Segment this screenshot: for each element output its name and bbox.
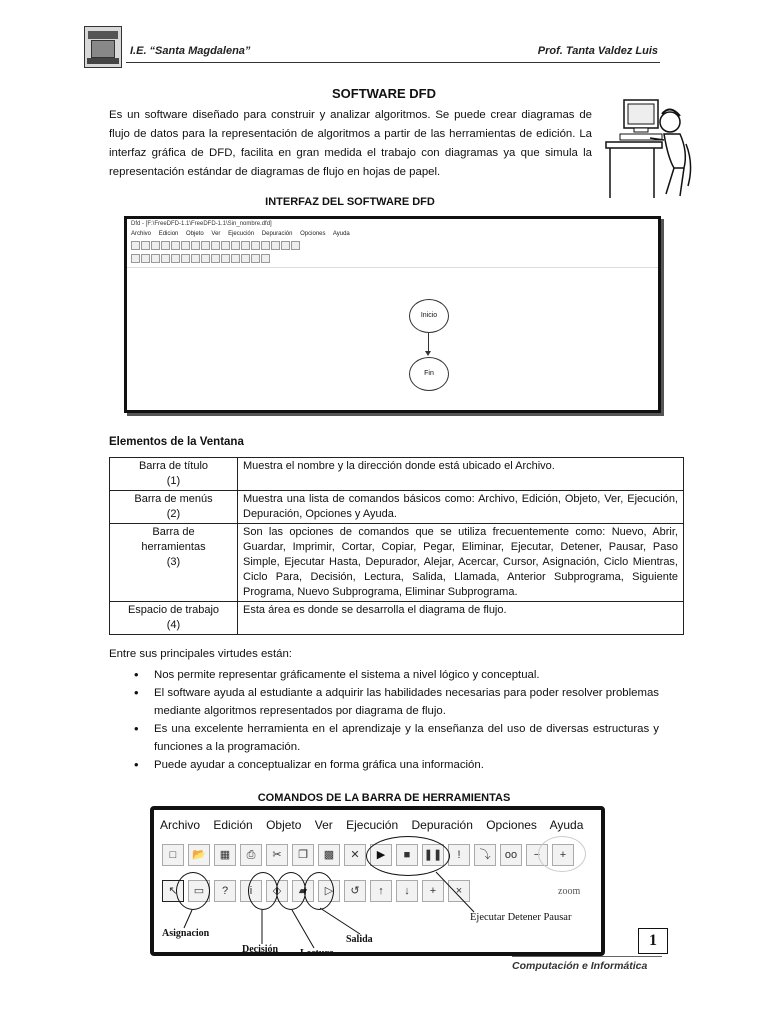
prev-subprogram-icon: ↑ (370, 880, 392, 902)
virtues-list (154, 666, 659, 774)
stop-icon: ■ (396, 844, 418, 866)
read-label: Lectura (300, 948, 334, 959)
table-row (110, 524, 684, 602)
footer-text: Computación e Informática (512, 960, 648, 972)
element-number: (1) (166, 475, 181, 487)
for-loop-icon: i (240, 880, 262, 902)
cut-icon: ✂ (266, 844, 288, 866)
school-logo (84, 26, 122, 68)
run-icon: ▶ (370, 844, 392, 866)
window-toolbar-shapes (131, 254, 271, 264)
menu-item: Ayuda (549, 818, 584, 832)
run-to-icon: ⤵ (474, 844, 496, 866)
assignment-label: Asignacion (162, 928, 210, 939)
menu-item: Depuración (411, 818, 473, 832)
footer-divider (512, 956, 662, 957)
step-icon: ! (448, 844, 470, 866)
header-divider (126, 62, 660, 63)
window-title: Dfd - [F:\FreeDFD-1.1\FreeDFD-1.1\Sin_nombre.dfd] (131, 221, 272, 227)
call-icon: ↺ (344, 880, 366, 902)
zoom-label: zoom (558, 886, 581, 897)
next-subprogram-icon: ↓ (396, 880, 418, 902)
window-toolbar-top (131, 241, 341, 251)
save-icon: ▦ (214, 844, 236, 866)
zoom-in-icon: + (552, 844, 574, 866)
menu-item: Ejecución (346, 818, 399, 832)
print-icon: ⎙ (240, 844, 262, 866)
read-icon: ▰ (292, 880, 314, 902)
flow-arrow (428, 333, 429, 353)
menu-item: Edición (213, 818, 253, 832)
pause-icon: ❚❚ (422, 844, 444, 866)
page-title: SOFTWARE DFD (332, 86, 436, 101)
table-row (110, 491, 684, 524)
elements-heading: Elementos de la Ventana (109, 436, 244, 448)
debugger-icon: oo (500, 844, 522, 866)
dfd-window-screenshot (124, 216, 661, 413)
menu-item: Ejecución (228, 231, 255, 237)
while-loop-icon: ? (214, 880, 236, 902)
new-subprogram-icon: + (422, 880, 444, 902)
virtues-intro: Entre sus principales virtudes están: (109, 648, 292, 660)
menu-item: Archivo (131, 231, 152, 237)
decision-label: Decisión (242, 944, 279, 955)
callout-lines (154, 810, 601, 952)
element-description: Muestra el nombre y la dirección donde está ubicado el Archivo. (238, 458, 684, 491)
element-number: (4) (166, 619, 181, 631)
output-label: Salida (346, 934, 373, 945)
menu-item: Objeto (186, 231, 204, 237)
element-number: (2) (166, 508, 181, 520)
list-item: • El software ayuda al estudiante a adquirir las habilidades necesarias para poder resolver problemas mediante algoritmos representados por diagrama de flujo. (154, 684, 659, 720)
menu-item: Objeto (266, 818, 302, 832)
decision-icon: ◇ (266, 880, 288, 902)
menu-item: Opciones (486, 818, 537, 832)
list-item: • Es una excelente herramienta en el aprendizaje y la enseñanza del uso de diversas estructuras y funciones a la programación. (154, 720, 659, 756)
cursor-icon: ↖ (162, 880, 184, 902)
open-folder-icon: 📂 (188, 844, 210, 866)
element-description: Muestra una lista de comandos básicos como: Archivo, Edición, Objeto, Ver, Ejecución, Depuración, Opciones y Ayuda. (238, 491, 684, 524)
element-name: Espacio de trabajo (127, 604, 220, 616)
new-file-icon: □ (162, 844, 184, 866)
element-name: Barra de menús (134, 493, 213, 505)
element-description: Esta área es donde se desarrolla el diagrama de flujo. (238, 602, 684, 635)
menu-item: Ayuda (332, 231, 350, 237)
delete-subprogram-icon: × (448, 880, 470, 902)
list-item: • Puede ayudar a conceptualizar en forma gráfica una información. (154, 756, 659, 774)
menu-item: Edicion (158, 231, 179, 237)
list-item: • Nos permite representar gráficamente el sistema a nivel lógico y conceptual. (154, 666, 659, 684)
start-node: Inicio (409, 299, 449, 333)
table-row (110, 602, 684, 635)
menu-item: Opciones (300, 231, 326, 237)
element-number: (3) (166, 556, 181, 568)
element-description: Son las opciones de comandos que se utiliza frecuentemente como: Nuevo, Abrir, Guardar, Imprimir, Cortar, Copiar, Pegar, Eliminar, Ejecutar, Detener, Pausar, Paso Simple, Ejecutar Hasta, Depurador, Alejar, Acercar, Cursor, Asignación, Ciclo Mientras, Ciclo Para, Decisión, Lectura, Salida, Llamada, Anterior Subprograma, Siguiente Programa, Nuevo Subprograma, Eliminar Subprograma. (238, 524, 684, 602)
output-icon: ▷ (318, 880, 340, 902)
menu-item: Depuración (261, 231, 293, 237)
element-name: Barra de título (138, 460, 209, 472)
window-menu-bar (131, 231, 356, 237)
intro-paragraph: Es un software diseñado para construir y analizar algoritmos. Se puede crear diagramas de flujo de datos para la representación de algoritmos a partir de las herramientas de edición. La interfaz gráfica de DFD, facilita en gran medida el trabajo con diagramas ya que simula la representación estándar de diagramas de flujo en hojas de papel. (109, 109, 592, 178)
menu-item: Ver (211, 231, 221, 237)
element-name: Barra de herramientas (141, 526, 206, 553)
menu-item: Ver (314, 818, 333, 832)
teacher-name: Prof. Tanta Valdez Luis (537, 45, 658, 57)
toolbar-screenshot (150, 806, 605, 959)
elements-table (109, 457, 684, 635)
assignment-icon: ▭ (188, 880, 210, 902)
computer-user-clipart (604, 94, 694, 204)
interface-heading: INTERFAZ DEL SOFTWARE DFD (265, 196, 435, 208)
zoom-out-icon: − (526, 844, 548, 866)
commands-heading: COMANDOS DE LA BARRA DE HERRAMIENTAS (257, 792, 511, 804)
delete-icon: ✕ (344, 844, 366, 866)
school-name: I.E. “Santa Magdalena” (130, 45, 251, 57)
table-row (110, 458, 684, 491)
run-controls-label: Ejecutar Detener Pausar (470, 912, 572, 923)
copy-icon: ❐ (292, 844, 314, 866)
paste-icon: ▩ (318, 844, 340, 866)
menu-item: Archivo (160, 818, 201, 832)
end-node: Fin (409, 357, 449, 391)
page-number: 1 (638, 928, 668, 954)
